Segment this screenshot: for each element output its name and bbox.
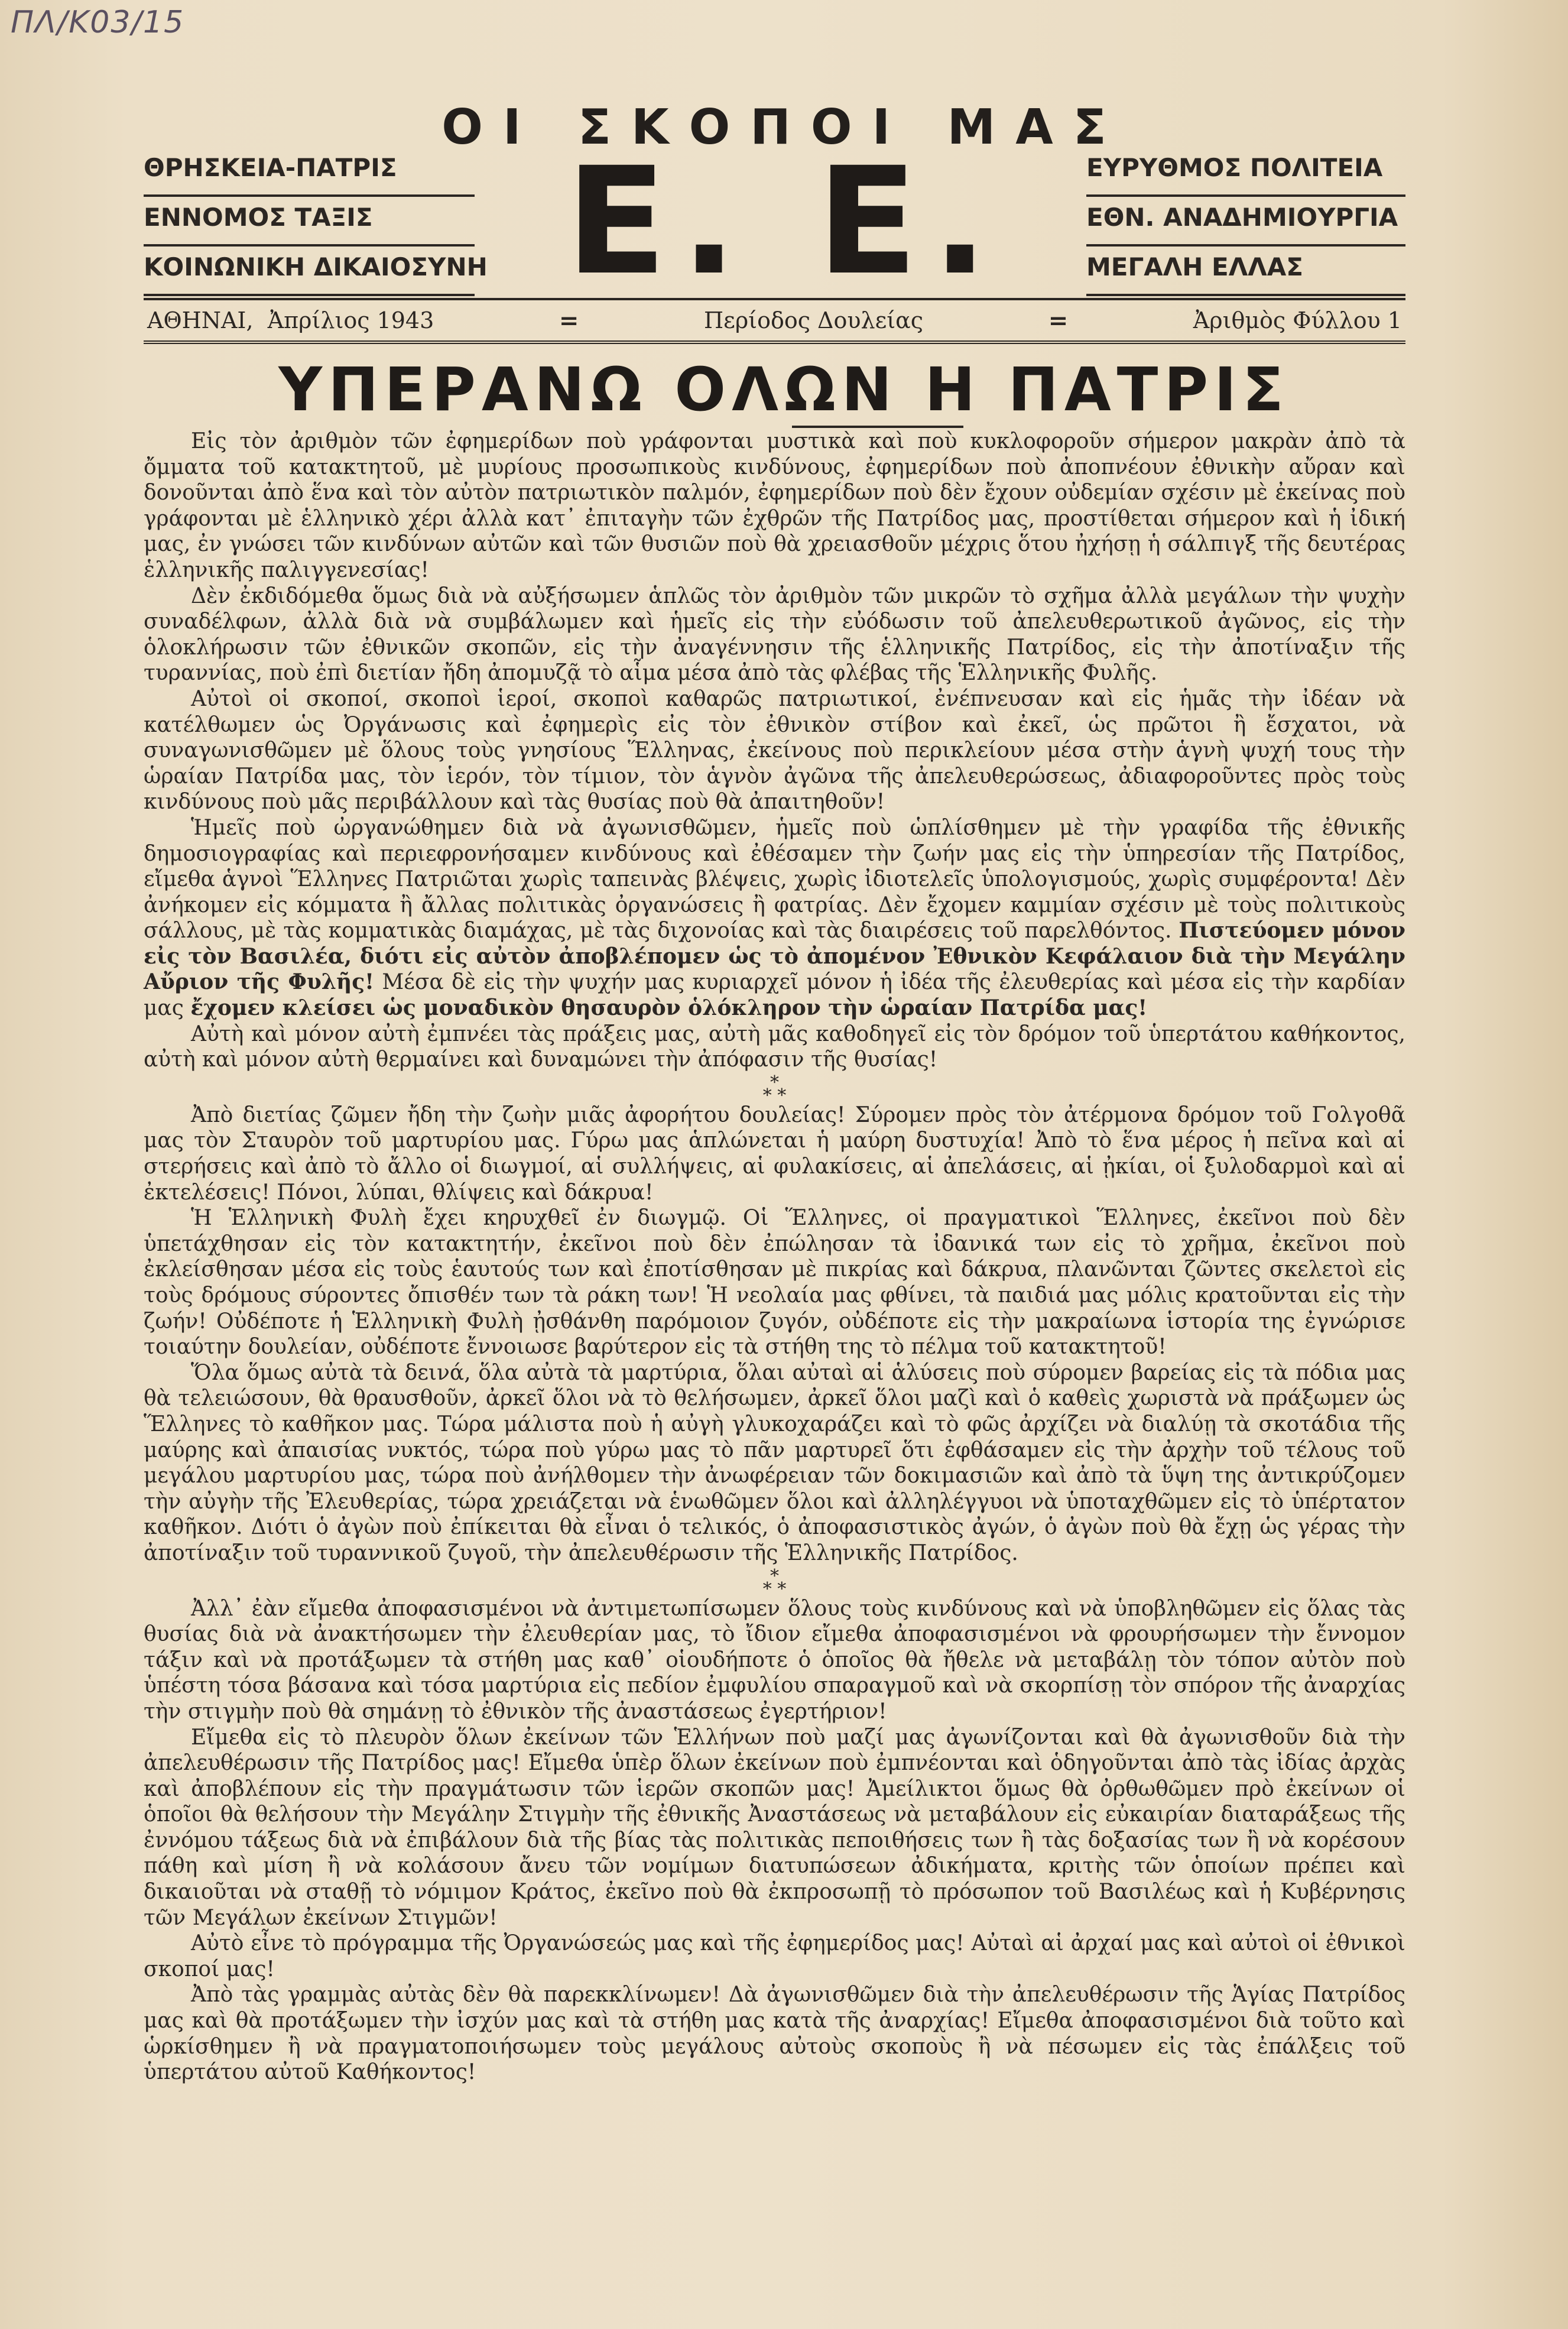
paragraph: Αὐτὴ καὶ μόνον αὐτὴ ἐμπνέει τὰς πράξεις μας, αὐτὴ μᾶς καθοδηγεῖ εἰς τὸν δρόμον τοῦ ὑπερτάτου καθήκοντος, αὐτὴ καὶ μόνον αὐτὴ θερμαίνει καὶ δυναμώνει τὴν ἀπόφασιν τῆς θυσίας! — [144, 1021, 1405, 1072]
article-body — [144, 429, 1405, 2085]
motto-great-greece: ΜΕΓΑΛΗ ΕΛΛΑΣ — [1086, 250, 1405, 296]
bold-statement: ἔχομεν κλείσει ὡς μοναδικὸν θησαυρὸν ὁλόκληρον τὴν ὡραίαν Πατρίδα μας! — [190, 995, 1148, 1021]
paragraph: Αὐτὸ εἶνε τὸ πρόγραμμα τῆς Ὀργανώσεώς μας καὶ τῆς ἐφημερίδος μας! Αὐταὶ αἱ ἀρχαί μας καὶ αὐτοὶ οἱ ἐθνικοὶ σκοποί μας! — [144, 1931, 1405, 1981]
motto-orderly-state: ΕΥΡΥΘΜΟΣ ΠΟΛΙΤΕΙΑ — [1086, 151, 1405, 197]
paragraph: Ἀπὸ τὰς γραμμὰς αὐτὰς δὲν θὰ παρεκκλίνωμεν! Δὰ ἀγωνισθῶμεν διὰ τὴν ἀπελευθέρωσιν τῆς Ἁγίας Πατρίδος μας καὶ θὰ προτάξωμεν τὴν ἰσχύν μας καὶ τὰ στήθη μας κατὰ τῆς ἀναρχίας! Εἴμεθα ἀποφασισμένοι διὰ τοῦτο καὶ ὡρκίσθημεν ἢ νὰ πραγματοποιήσωμεν τοὺς μεγάλους αὐτοὺς σκοποὺς ἢ νὰ πέσωμεν εἰς τὰς ἐπάλξεις τοῦ ὑπερτάτου αὐτοῦ Καθήκοντος! — [144, 1983, 1405, 2085]
motto-national-regeneration: ΕΘΝ. ΑΝΑΔΗΜΙΟΥΡΓΙΑ — [1086, 200, 1405, 246]
paragraph: Εἰς τὸν ἀριθμὸν τῶν ἐφημερίδων ποὺ γράφονται μυστικὰ καὶ ποὺ κυκλοφοροῦν σήμερον μακρὰν ἀπὸ τὰ ὄμματα τοῦ κατακτητοῦ, μὲ μυρίους προσωπικοὺς κινδύνους, ἐφημερίδων ποὺ ἀποπνέουν ἐθνικὴν αὔραν καὶ δονοῦνται ἀπὸ ἕνα καὶ τὸν αὐτὸν πατριωτικὸν παλμόν, ἐφημερίδων ποὺ δὲν ἔχουν οὐδεμίαν σχέσιν μὲ ἐκείνας ποὺ γράφονται μὲ ἑλληνικὸ χέρι ἀλλὰ κατ᾽ ἐπιταγὴν τῶν ἐχθρῶν τῆς Πατρίδος μας, προστίθεται σήμερον καὶ ἡ ἰδική μας, ἐν γνώσει τῶν κινδύνων αὐτῶν καὶ τῶν θυσιῶν ποὺ θὰ χρειασθοῦν μέχρις ὅτου ἠχήσῃ ἡ σάλπιγξ τῆς δευτέρας ἑλληνικῆς παλιγγενεσίας! — [144, 429, 1405, 582]
motto-religion-homeland: ΘΡΗΣΚΕΙΑ-ΠΑΤΡΙΣ — [144, 151, 475, 197]
paragraph: Ἡμεῖς ποὺ ὠργανώθημεν διὰ νὰ ἀγωνισθῶμεν, ἡμεῖς ποὺ ὡπλίσθημεν μὲ τὴν γραφίδα τῆς ἐθνικῆς δημοσιογραφίας καὶ περιεφρονήσαμεν κινδύνους καὶ ἐθέσαμεν τὴν ζωήν μας εἰς τὴν ὑπηρεσίαν τῆς Πατρίδος, εἴμεθα ἁγνοὶ Ἕλληνες Πατριῶται χωρὶς ταπεινὰς βλέψεις, χωρὶς ἰδιοτελεῖς ὑπολογισμούς, χωρὶς συμφέροντα! Δὲν ἀνήκομεν εἰς κόμματα ἢ ἄλλας πολιτικὰς ὀργανώσεις ἢ φατρίας. Δὲν ἔχομεν καμμίαν σχέσιν μὲ τοὺς πολιτικοὺς σάλλους, μὲ τὰς κομματικὰς διαμάχας, μὲ τὰς διχονοίας καὶ τὰς διαιρέσεις τοῦ παρελθόντος. Πιστεύομεν μόνον εἰς τὸν Βασιλέα, διότι εἰς αὐτὸν ἀποβλέπομεν ὡς τὸ ἀπομένον Ἐθνικὸν Κεφάλαιον διὰ τὴν Μεγάλην Αὔριον τῆς Φυλῆς! Μέσα δὲ εἰς τὴν ψυχήν μας κυριαρχεῖ μόνον ἡ ἰδέα τῆς ἐλευθερίας καὶ μέσα εἰς τὴν καρδίαν μας ἔχομεν κλείσει ὡς μοναδικὸν θησαυρὸν ὁλόκληρον τὴν ὡραίαν Πατρίδα μας! — [144, 815, 1405, 1021]
paragraph: Ὅλα ὅμως αὐτὰ τὰ δεινά, ὅλα αὐτὰ τὰ μαρτύρια, ὅλαι αὐταὶ αἱ ἁλύσεις ποὺ σύρομεν βαρείας εἰς τὰ πόδια μας θὰ τελειώσουν, θὰ θραυσθοῦν, ἀρκεῖ ὅλοι νὰ τὸ θελήσωμεν, ἀρκεῖ ὅλοι μαζὶ καὶ ὁ καθεὶς χωριστὰ νὰ πράξωμεν ὡς Ἕλληνες τὸ καθῆκον μας. Τώρα μάλιστα ποὺ ἡ αὐγὴ γλυκοχαράζει καὶ τὸ φῶς ἀρχίζει νὰ διαλύῃ τὰ σκοτάδια τῆς μαύρης καὶ ἀπαισίας νυκτός, τώρα ποὺ γύρω μας τὸ πᾶν μαρτυρεῖ ὅτι ἐφθάσαμεν εἰς τὴν ἀρχὴν τοῦ τέλους τοῦ μεγάλου μαρτυρίου μας, τώρα ποὺ ἀνήλθομεν τὴν ἀνωφέρειαν τῶν δοκιμασιῶν καὶ ἀπὸ τὰ ὕψη της ἀντικρύζομεν τὴν αὐγὴν τῆς Ἐλευθερίας, τώρα χρειάζεται νὰ ἑνωθῶμεν ὅλοι καὶ ἀλληλέγγυοι νὰ ὑποταχθῶμεν εἰς τὸ ὑπέρτατον καθῆκον. Διότι ὁ ἀγὼν ποὺ ἐπίκειται θὰ εἶναι ὁ τελικός, ὁ ἀποφασιστικὸς ἀγών, ὁ ἀγὼν ποὺ θὰ ἔχῃ ὡς γέρας τὴν ἀποτίναξιν τοῦ τυραννικοῦ ζυγοῦ, τὴν ἀπελευθέρωσιν τῆς Ἑλληνικῆς Πατρίδος. — [144, 1360, 1405, 1565]
motto-lawful-order: ΕΝΝΟΜΟΣ ΤΑΞΙΣ — [144, 200, 475, 246]
paragraph: Ἡ Ἑλληνικὴ Φυλὴ ἔχει κηρυχθεῖ ἐν διωγμῷ. Οἱ Ἕλληνες, οἱ πραγματικοὶ Ἕλληνες, ἐκεῖνοι ποὺ δὲν ὑπετάχθησαν εἰς τὸν κατακτητήν, ἐκεῖνοι ποὺ δὲν ἐπώλησαν τὰ ἰδανικά των εἰς τὸ χρῆμα, ἐκεῖνοι ποὺ ἐκλείσθησαν μέσα εἰς τοὺς ἑαυτούς των καὶ ἐποτίσθησαν μὲ πικρίας καὶ δάκρυα, πλανῶνται ζῶντες σκελετοὶ εἰς τοὺς δρόμους σύροντες ὄπισθέν των τὰ ράκη των! Ἡ νεολαία μας φθίνει, τὰ παιδιά μας μόλις κρατοῦνται εἰς τὴν ζωήν! Οὐδέποτε ἡ Ἑλληνικὴ Φυλὴ ᾐσθάνθη παρόμοιον ζυγόν, οὐδέποτε εἰς τὴν μακραίωνα ἱστορία της ἐγνώρισε τοιαύτην δουλείαν, οὐδέποτε ἔννοιωσε βαρύτερον εἰς τὰ στήθη της τὸ πέλμα τοῦ κατακτητοῦ! — [144, 1206, 1405, 1360]
masthead-supertitle: ΟΙ ΣΚΟΠΟΙ ΜΑΣ — [441, 99, 1127, 155]
bold-statement: Πιστεύομεν μόνον εἰς τὸν Βασιλέα, διότι εἰς αὐτὸν ἀποβλέπομεν ὡς τὸ ἀπομένον Ἐθνικὸν Κεφάλαιον διὰ τὴν Μεγάλην Αὔριον τῆς Φυλῆς! — [144, 918, 1405, 995]
paragraph: Αὐτοὶ οἱ σκοποί, σκοποὶ ἱεροί, σκοποὶ καθαρῶς πατριωτικοί, ἐνέπνευσαν καὶ εἰς ἡμᾶς τὴν ἰδέαν νὰ κατέλθωμεν ὡς Ὀργάνωσις καὶ ἐφημερὶς εἰς τὸν ἐθνικὸν στίβον καὶ ἐκεῖ, ὡς πρῶτοι ἢ ἔσχατοι, νὰ συναγωνισθῶμεν μὲ ὅλους τοὺς γνησίους Ἕλληνας, ἐκείνους ποὺ περικλείουν μέσα στὴν ἁγνὴ ψυχή τους τὴν ὡραίαν Πατρίδα μας, τὸν ἱερόν, τὸν τίμιον, τὸν ἁγνὸν ἀγῶνα τῆς ἀπελευθερώσεως, ἀδιαφοροῦντες πρὸς τοὺς κινδύνους ποὺ μᾶς περιβάλλουν καὶ τὰς θυσίας ποὺ θὰ ἀπαιτηθοῦν! — [144, 686, 1405, 815]
dateline: ΑΘΗΝΑΙ, Ἀπρίλιος 1943 — [147, 307, 434, 333]
paragraph: Ἀπὸ διετίας ζῶμεν ἤδη τὴν ζωὴν μιᾶς ἀφορήτου δουλείας! Σύρομεν πρὸς τὸν ἀτέρμονα δρόμον τοῦ Γολγοθᾶ μας τὸν Σταυρὸν τοῦ μαρτυρίου μας. Γύρω μας ἁπλώνεται ἡ μαύρη δυστυχία! Ἀπὸ τὸ ἕνα μέρος ἡ πεῖνα καὶ αἱ στερήσεις καὶ ἀπὸ τὸ ἄλλο οἱ διωγμοί, αἱ συλλήψεις, αἱ φυλακίσεις, αἱ ἀπελάσεις, αἱ ᾐκίαι, οἱ ξυλοδαρμοὶ καὶ αἱ ἐκτελέσεις! Πόνοι, λύπαι, θλίψεις καὶ δάκρυα! — [144, 1102, 1405, 1205]
left-mottos — [144, 151, 488, 300]
masthead-initials: Ε. Ε. — [566, 135, 1002, 307]
issue-number: Ἀριθμὸς Φύλλου 1 — [1193, 307, 1402, 333]
paragraph: Δὲν ἐκδιδόμεθα ὅμως διὰ νὰ αὐξήσωμεν ἁπλῶς τὸν ἀριθμὸν τῶν μικρῶν τὸ σχῆμα ἀλλὰ μεγάλων τὴν ψυχὴν συναδέλφων, ἀλλὰ διὰ νὰ συμβάλωμεν καὶ ἡμεῖς εἰς τὴν εὐόδωσιν τοῦ ἀπελευθερωτικοῦ ἀγῶνος, εἰς τὴν ὁλοκλήρωσιν τῶν ἐθνικῶν σκοπῶν, εἰς τὴν ἀναγέννησιν τῆς ἑλληνικῆς Πατρίδος, εἰς τὴν ἀποτίναξιν τῆς τυραννίας, ποὺ ἐπὶ διετίαν ἤδη ἀπομυζᾷ τὸ αἷμα μέσα ἀπὸ τὰς φλέβας τῆς Ἑλληνικῆς Φυλῆς. — [144, 583, 1405, 686]
paragraph: Ἀλλ᾽ ἐὰν εἴμεθα ἀποφασισμένοι νὰ ἀντιμετωπίσωμεν ὅλους τοὺς κινδύνους καὶ νὰ ὑποβληθῶμεν εἰς ὅλας τὰς θυσίας διὰ νὰ ἀνακτήσωμεν τὴν ἐλευθερίαν μας, τὸ ἴδιον εἴμεθα ἀποφασισμένοι νὰ φρουρήσωμεν τὴν ἔννομον τάξιν καὶ νὰ προτάξωμεν τὰ στήθη μας καθ᾽ οἱουδήποτε ὁ ὁποῖος θὰ ἤθελε νὰ μεταβάλῃ τὸν τόπον αὐτὸν ποὺ ὑπέστη τόσα βάσανα καὶ τόσα μαρτύρια εἰς πεδίον ἐμφυλίου σπαραγμοῦ καὶ νὰ σκορπίσῃ τὸν σπόρον τῆς ἀναρχίας τὴν στιγμὴν ποὺ θὰ σημάνῃ τὸ ἐθνικὸν τῆς ἀναστάσεως ἐγερτήριον! — [144, 1596, 1405, 1724]
issue-info-bar — [144, 298, 1405, 344]
separator: = — [559, 306, 579, 335]
separator: = — [1048, 306, 1069, 335]
motto-social-justice: ΚΟΙΝΩΝΙΚΗ ΔΙΚΑΙΟΣΥΝΗ — [144, 250, 475, 296]
period-label: Περίοδος Δουλείας — [704, 307, 924, 333]
section-divider: * * * — [762, 1072, 787, 1106]
archive-code: ΠΛ/Κ03/15 — [11, 5, 185, 40]
headline-underline — [792, 426, 963, 428]
right-mottos — [1086, 151, 1405, 300]
headline: ΥΠΕΡΑΝΩ ΟΛΩΝ Η ΠΑΤΡΙΣ — [278, 355, 1290, 425]
paragraph: Εἴμεθα εἰς τὸ πλευρὸν ὅλων ἐκείνων τῶν Ἑλλήνων ποὺ μαζί μας ἀγωνίζονται καὶ θὰ ἀγωνισθοῦν διὰ τὴν ἀπελευθέρωσιν τῆς Πατρίδος μας! Εἴμεθα ὑπὲρ ὅλων ἐκείνων ποὺ ἐμπνέονται καὶ ὁδηγοῦνται ἀπὸ τὰς ἰδίας ἀρχὰς καὶ ἀποβλέπουν εἰς τὴν πραγμάτωσιν τῶν ἱερῶν σκοπῶν μας! Ἀμείλικτοι ὅμως θὰ ὀρθωθῶμεν πρὸ ἐκείνων οἱ ὁποῖοι θὰ θελήσουν τὴν Μεγάλην Στιγμὴν τῆς ἐθνικῆς Ἀναστάσεως νὰ μεταβάλουν εἰς εὐκαιρίαν διαταράξεως τῆς ἐννόμου τάξεως διὰ νὰ ἐπιβάλουν διὰ τῆς βίας τὰς πολιτικὰς πεποιθήσεις των ἢ τὰς δοξασίας των ἢ νὰ κορέσουν πάθη καὶ μίση ἢ νὰ κολάσουν ἄνευ τῶν νομίμων διατυπώσεων ἀδικήματα, κριτὴς τῶν ὁποίων πρέπει καὶ δικαιοῦται νὰ σταθῇ τὸ νόμιμον Κράτος, ἐκεῖνο ποὺ θὰ ἐκπροσωπῇ τὸ πρόσωπον τοῦ Βασιλέως καὶ ἡ Κυβέρνησις τῶν Μεγάλων ἐκείνων Στιγμῶν! — [144, 1725, 1405, 1930]
section-divider: * * * — [762, 1565, 787, 1600]
